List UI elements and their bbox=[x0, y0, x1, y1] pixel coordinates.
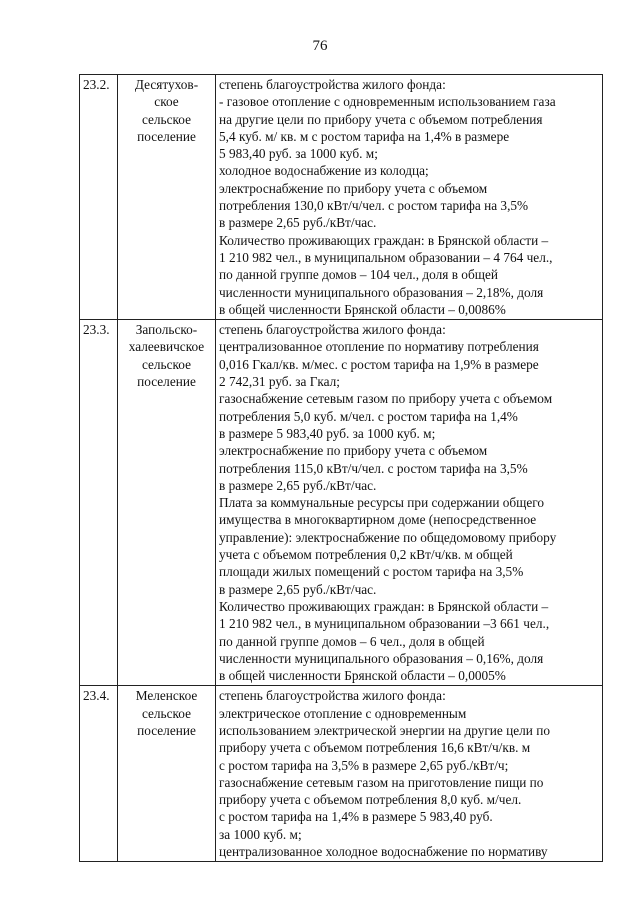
settlement-name-line: Запольско- bbox=[135, 322, 198, 338]
description-line: 5,4 куб. м/ кв. м с ростом тарифа на 1,4% в размере bbox=[219, 128, 510, 144]
description-line: с ростом тарифа на 1,4% в размере 5 983,40 руб. bbox=[219, 809, 493, 825]
table-row bbox=[80, 75, 603, 320]
settlement-name bbox=[118, 320, 216, 686]
description-line: в размере 2,65 руб./кВт/час. bbox=[219, 477, 377, 493]
settlement-name-line: сельское bbox=[141, 705, 192, 721]
description-line: потребления 5,0 куб. м/чел. с ростом тарифа на 1,4% bbox=[219, 408, 518, 424]
description-line: степень благоустройства жилого фонда: bbox=[219, 77, 446, 92]
settlement-name bbox=[118, 686, 216, 862]
settlement-table bbox=[79, 74, 603, 862]
settlement-name-line: поселение bbox=[137, 128, 196, 144]
description-line: газоснабжение сетевым газом на приготовление пищи по bbox=[219, 774, 544, 790]
description-line: по данной группе домов – 6 чел., доля в общей bbox=[219, 633, 485, 649]
description-line: имущества в многоквартирном доме (непосредственное bbox=[219, 512, 537, 528]
description-line: 2 742,31 руб. за Гкал; bbox=[219, 374, 340, 390]
settlement-name-line: сельское bbox=[141, 111, 192, 127]
description-line: в общей численности Брянской области – 0,0086% bbox=[219, 301, 506, 317]
description-line: 1 210 982 чел., в муниципальном образовании –3 661 чел., bbox=[219, 616, 550, 632]
description-line: Плата за коммунальные ресурсы при содержании общего bbox=[219, 495, 545, 511]
description-line: электроснабжение по прибору учета с объемом bbox=[219, 180, 488, 196]
description-line: учета с объемом потребления 0,2 кВт/ч/кв. м общей bbox=[219, 547, 513, 563]
description-line: - газовое отопление с одновременным использованием газа bbox=[219, 94, 556, 110]
description-line: электроснабжение по прибору учета с объемом bbox=[219, 443, 488, 459]
settlement-name bbox=[118, 75, 216, 320]
description-line: прибору учета с объемом потребления 16,6 кВт/ч/кв. м bbox=[219, 740, 531, 756]
row-number: 23.3. bbox=[80, 320, 118, 686]
row-number: 23.4. bbox=[80, 686, 118, 862]
settlement-name-line: Десятухов- bbox=[134, 77, 199, 92]
description-line: электрическое отопление с одновременным bbox=[219, 705, 467, 721]
settlement-name-line: халеевичское bbox=[128, 339, 205, 355]
settlement-name-line: сельское bbox=[141, 356, 192, 372]
description-line: в размере 5 983,40 руб. за 1000 куб. м; bbox=[219, 425, 436, 441]
table-row bbox=[80, 686, 603, 862]
description-cell bbox=[216, 320, 603, 686]
description-line: по данной группе домов – 104 чел., доля в общей bbox=[219, 267, 498, 283]
description-line: прибору учета с объемом потребления 8,0 куб. м/чел. bbox=[219, 792, 522, 808]
description-line: численности муниципального образования – 0,16%, доля bbox=[219, 650, 544, 666]
description-line: централизованное отопление по нормативу потребления bbox=[219, 339, 539, 355]
table-body bbox=[80, 75, 603, 862]
settlement-name-line: поселение bbox=[137, 722, 196, 738]
description-line: численности муниципального образования – 2,18%, доля bbox=[219, 284, 544, 300]
description-line: Количество проживающих граждан: в Брянской области – bbox=[219, 598, 549, 614]
description-line: с ростом тарифа на 3,5% в размере 2,65 руб./кВт/ч; bbox=[219, 757, 509, 773]
description-line: газоснабжение сетевым газом по прибору учета с объемом bbox=[219, 391, 553, 407]
description-line: холодное водоснабжение из колодца; bbox=[219, 163, 429, 179]
row-number: 23.2. bbox=[80, 75, 118, 320]
description-line: степень благоустройства жилого фонда: bbox=[219, 322, 446, 338]
settlement-name-line: ское bbox=[154, 94, 179, 110]
description-line: 0,016 Гкал/кв. м/мес. с ростом тарифа на 1,9% в размере bbox=[219, 356, 539, 372]
description-line: в размере 2,65 руб./кВт/час. bbox=[219, 215, 377, 231]
description-line: 1 210 982 чел., в муниципальном образовании – 4 764 чел., bbox=[219, 249, 553, 265]
description-line: на другие цели по прибору учета с объемом потребления bbox=[219, 111, 543, 127]
settlement-name-line: Меленское bbox=[135, 688, 198, 704]
table-row bbox=[80, 320, 603, 686]
description-line: использованием электрической энергии на другие цели по bbox=[219, 722, 550, 738]
description-line: в общей численности Брянской области – 0,0005% bbox=[219, 668, 506, 684]
description-line: потребления 130,0 кВт/ч/чел. с ростом тарифа на 3,5% bbox=[219, 198, 529, 214]
description-cell bbox=[216, 686, 603, 862]
description-line: централизованное холодное водоснабжение по нормативу bbox=[219, 844, 548, 860]
description-line: Количество проживающих граждан: в Брянской области – bbox=[219, 232, 549, 248]
description-line: управление): электроснабжение по общедомовому прибору bbox=[219, 529, 557, 545]
description-line: площади жилых помещений с ростом тарифа на 3,5% bbox=[219, 564, 524, 580]
description-line: за 1000 куб. м; bbox=[219, 826, 302, 842]
description-cell bbox=[216, 75, 603, 320]
description-line: потребления 115,0 кВт/ч/чел. с ростом тарифа на 3,5% bbox=[219, 460, 528, 476]
page-number: 76 bbox=[312, 38, 328, 54]
description-line: 5 983,40 руб. за 1000 куб. м; bbox=[219, 146, 378, 162]
settlement-name-line: поселение bbox=[137, 374, 196, 390]
description-line: степень благоустройства жилого фонда: bbox=[219, 688, 446, 704]
description-line: в размере 2,65 руб./кВт/час. bbox=[219, 581, 377, 597]
